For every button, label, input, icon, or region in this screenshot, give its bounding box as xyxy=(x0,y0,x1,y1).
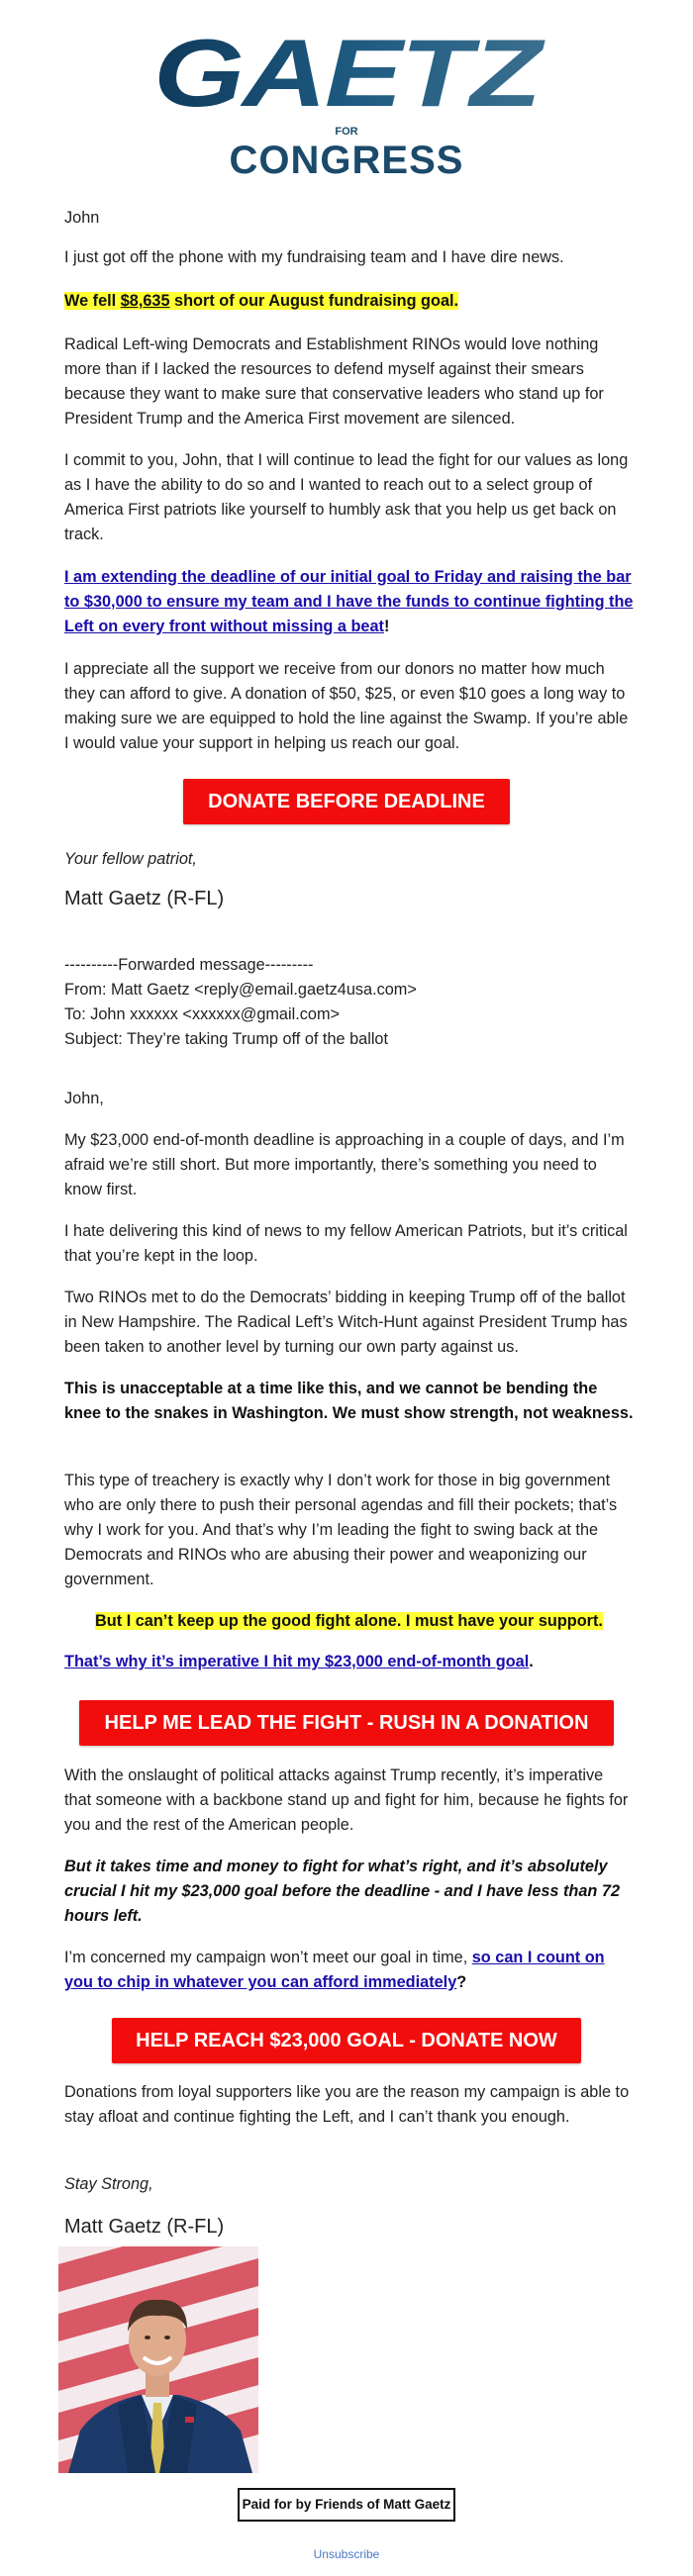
deadline-extension-suffix: ! xyxy=(383,618,390,635)
imperative-paragraph xyxy=(64,1650,634,1674)
paragraph-takes-time: But it takes time and money to fight for what’s right, and it’s absolutely crucial I hit my $23,000 goal before the deadline - and I have less than 72 hours left. xyxy=(64,1858,621,1925)
concerned-paragraph xyxy=(64,1946,634,1995)
signature-1: Matt Gaetz (R-FL) xyxy=(64,888,225,909)
paragraph-hate-delivering: I hate delivering this kind of news to my fellow American Patriots, but it’s critical that you’re kept in the loop. xyxy=(64,1222,628,1265)
paragraph-dire-news: I just got off the phone with my fundraising team and I have dire news. xyxy=(64,248,564,266)
paragraph-unacceptable: This is unacceptable at a time like this, and we cannot be bending the knee to the snakes in Washington. We must show strength, not weakness. xyxy=(64,1380,634,1422)
paragraph-appreciate: I appreciate all the support we receive from our donors no matter how much they can afford to give. A donation of $50, $25, or even $10 goes a long way to making sure we are equipped to hold the line against the Swamp. If you’re able I would value your support in helping us reach our goal. xyxy=(64,660,629,752)
help-lead-fight-button[interactable]: HELP ME LEAD THE FIGHT - RUSH IN A DONATION xyxy=(79,1700,614,1746)
forwarded-from: From: Matt Gaetz <reply@email.gaetz4usa.com> xyxy=(64,981,417,999)
imperative-goal-link[interactable]: That’s why it’s imperative I hit my $23,000 end-of-month goal xyxy=(64,1653,530,1670)
donate-before-deadline-button[interactable]: DONATE BEFORE DEADLINE xyxy=(183,779,510,824)
highlight-support-text: But I can’t keep up the good fight alone. I must have your support. xyxy=(95,1612,603,1630)
highlight-post: short of our August fundraising goal. xyxy=(169,292,459,310)
highlight-shortfall xyxy=(64,289,634,314)
paragraph-two-rinos: Two RINOs met to do the Democrats’ bidding in keeping Trump off of the ballot in New Hampshire. The Radical Left’s Witch-Hunt against President Trump has been taken to another level by turning our own party against us. xyxy=(64,1288,628,1356)
closing-2: Stay Strong, xyxy=(64,2175,153,2193)
paragraph-treachery: This type of treachery is exactly why I don’t work for those in big government who are only there to push their personal agendas and fill their pockets; that’s why I work for you. And that’s why I’m leading the fight to swing back at the Democrats and RINOs who are abusing their power and weaponizing our government. xyxy=(64,1472,618,1588)
signature-2: Matt Gaetz (R-FL) xyxy=(64,2216,225,2238)
gaetz-for-congress-logo xyxy=(0,25,693,183)
matt-gaetz-photo xyxy=(58,2246,258,2473)
logo-for-text: FOR xyxy=(335,126,358,138)
highlight-support xyxy=(64,1609,634,1634)
closing-1: Your fellow patriot, xyxy=(64,850,197,868)
imperative-suffix: . xyxy=(529,1653,534,1670)
concerned-suffix: ? xyxy=(456,1973,467,1991)
paragraph-donations-thanks: Donations from loyal supporters like you are the reason my campaign is able to stay afloat and continue fighting the Left, and I can’t thank you enough. xyxy=(64,2083,630,2126)
greeting-1: John xyxy=(64,209,100,227)
greeting-2: John, xyxy=(64,1090,104,1107)
reach-goal-donate-button[interactable]: HELP REACH $23,000 GOAL - DONATE NOW xyxy=(112,2018,581,2063)
paragraph-onslaught: With the onslaught of political attacks against Trump recently, it’s imperative that someone with a backbone stand up and fight for him, because he fights for you and the rest of the American people. xyxy=(64,1766,629,1834)
paid-for-by-disclaimer: Paid for by Friends of Matt Gaetz xyxy=(238,2488,455,2522)
concerned-pre: I’m concerned my campaign won’t meet our goal in time, xyxy=(64,1949,472,1966)
paragraph-deadline-approaching: My $23,000 end-of-month deadline is approaching in a couple of days, and I’m afraid we’re still short. But more importantly, there’s something you need to know first. xyxy=(64,1131,625,1198)
logo-main-text: GAETZ xyxy=(153,25,540,127)
paragraph-radical-left: Radical Left-wing Democrats and Establishment RINOs would love nothing more than if I lacked the resources to defend myself against their smears because they want to make sure that conservative leaders who stand up for President Trump and the America First movement are silenced. xyxy=(64,335,604,428)
forwarded-header: ----------Forwarded message--------- xyxy=(64,956,314,974)
unsubscribe-link[interactable]: Unsubscribe xyxy=(313,2547,380,2561)
chip-in-link[interactable]: so can I count on you to chip in whatever you can afford immediately xyxy=(64,1949,605,1991)
paragraph-commit: I commit to you, John, that I will continue to lead the fight for our values as long as I have the ability to do so and I wanted to reach out to a select group of America First patriots like yourself to humbly ask that you help us get back on track. xyxy=(64,451,629,543)
deadline-extension-paragraph xyxy=(64,565,634,639)
logo-sub-text: CONGRESS xyxy=(229,139,464,182)
forwarded-subject: Subject: They’re taking Trump off of the ballot xyxy=(64,1030,389,1048)
highlight-pre: We fell xyxy=(64,292,121,310)
highlight-amount: $8,635 xyxy=(120,292,170,310)
forwarded-to: To: John xxxxxx <xxxxxx@gmail.com> xyxy=(64,1005,341,1023)
deadline-extension-link[interactable]: I am extending the deadline of our initial goal to Friday and raising the bar to $30,000 to ensure my team and I have the funds to continue fighting the Left on every front without missing a beat xyxy=(64,568,634,635)
